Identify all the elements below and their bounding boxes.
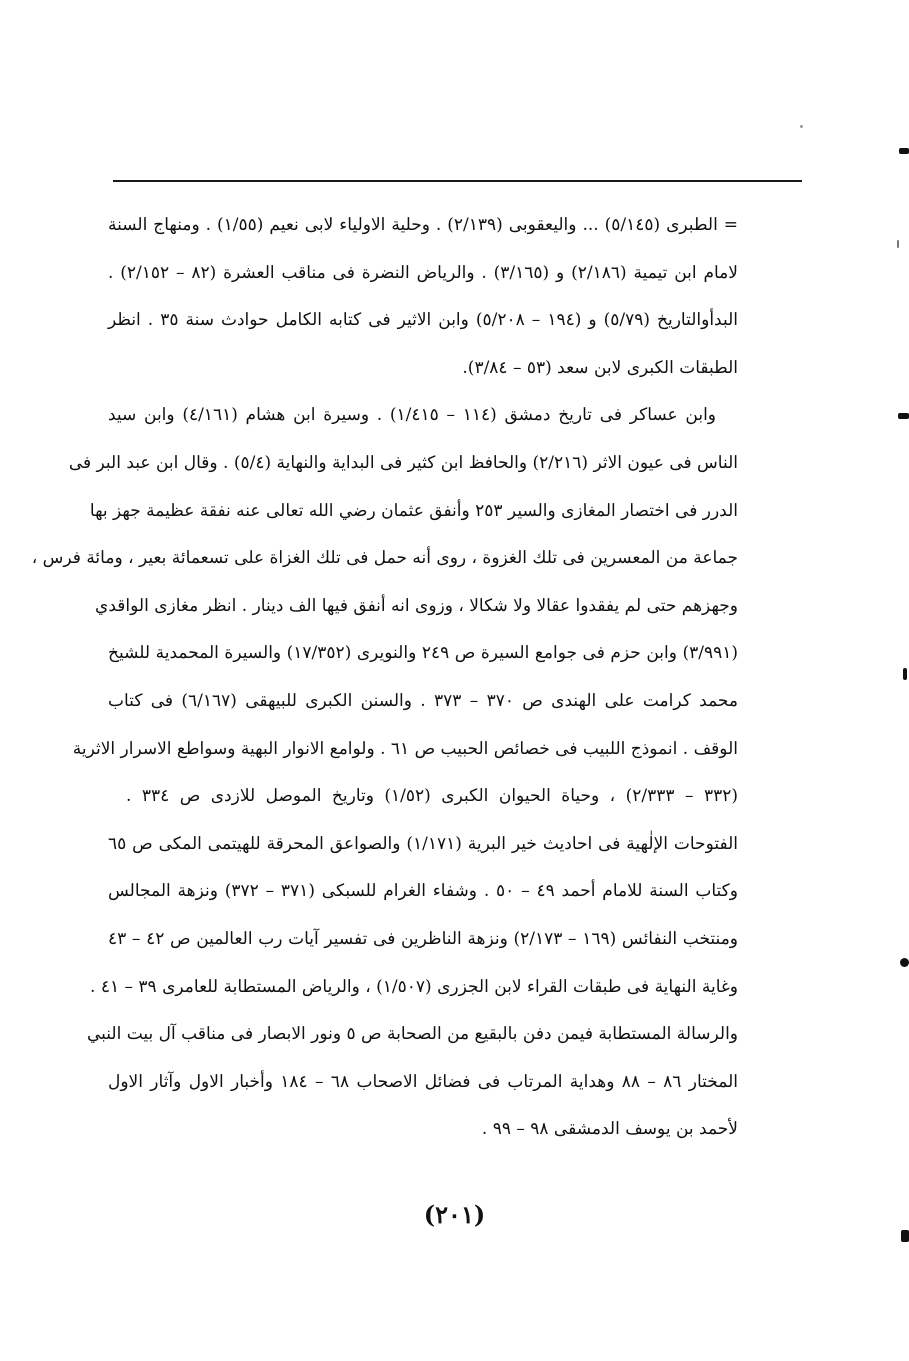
text-line: محمد كرامت على الهندى ص ٣٧٠ – ٣٧٣ . والسنن الكبرى للبيهقى (٦/١٦٧) فى كتاب bbox=[108, 690, 738, 711]
text-line: = الطبرى (٥/١٤٥) ... واليعقوبى (٢/١٣٩) . وحلية الاولياء لابى نعيم (١/٥٥) . ومنهاج السنة bbox=[108, 215, 738, 235]
margin-mark bbox=[899, 148, 909, 154]
text-line: وجهزهم حتى لم يفقدوا عقالا ولا شكالا ، وزوى انه أنفق فيها الف دينار . انظر مغازى الواقدي bbox=[95, 595, 738, 616]
text-line: وكتاب السنة للامام أحمد ٤٩ – ٥٠ . وشفاء الغرام للسبكى (٣٧١ – ٣٧٢) ونزهة المجالس bbox=[108, 881, 738, 902]
margin-mark bbox=[897, 240, 899, 248]
scan-speck bbox=[800, 125, 803, 128]
footnote-separator-rule bbox=[113, 180, 802, 182]
text-line: الطبقات الكبرى لابن سعد (٥٣ – ٣/٨٤). bbox=[462, 357, 738, 378]
text-line: جماعة من المعسرين فى تلك الغزوة ، روى أنه حمل فى تلك الغزاة على تسعمائة بعير ، ومائة فرس ، bbox=[31, 548, 738, 569]
text-line: والرسالة المستطابة فيمن دفن بالبقيع من الصحابة ص ٥ ونور الابصار فى مناقب آل بيت النبي bbox=[86, 1024, 738, 1045]
text-line: لامام ابن تيمية (٢/١٨٦) و (٣/١٦٥) . والرياض النضرة فى مناقب العشرة (٨٢ – ٢/١٥٢) . bbox=[108, 262, 738, 283]
footnote-text-block bbox=[31, 202, 739, 1154]
text-line: الوقف . انموذج اللبيب فى خصائص الحبيب ص ٦١ . ولوامع الانوار البهية وسواطع الاسرار الاثرية bbox=[72, 738, 738, 759]
text-line: (٣/٩٩١) وابن حزم فى جوامع السيرة ص ٢٤٩ والنويرى (١٧/٣٥٢) والسيرة المحمدية للشيخ bbox=[108, 643, 738, 664]
page-number: (٢٠١) bbox=[423, 1200, 486, 1229]
margin-mark bbox=[901, 1230, 909, 1242]
text-line: الدرر فى اختصار المغازى والسير ٢٥٣ وأنفق عثمان رضي الله تعالى عنه نفقة عظيمة جهز بها bbox=[89, 500, 738, 521]
text-line: ومنتخب النفائس (١٦٩ – ٢/١٧٣) ونزهة الناظرين فى تفسير آيات رب العالمين ص ٤٢ – ٤٣ bbox=[108, 928, 739, 949]
text-line: وغاية النهاية فى طبقات القراء لابن الجزرى (١/٥٠٧) ، والرياض المستطابة للعامرى ٣٩ – ٤١ . bbox=[90, 976, 738, 997]
text-line: المختار ٨٦ – ٨٨ وهداية المرتاب فى فضائل الاصحاب ٦٨ – ١٨٤ وأخبار الاول وآثار الاول bbox=[108, 1071, 738, 1092]
margin-mark bbox=[903, 668, 907, 680]
margin-mark bbox=[898, 413, 909, 419]
text-line: الناس فى عيون الاثر (٢/٢١٦) والحافظ ابن كثير فى البداية والنهاية (٥/٤) . وقال ابن عبد البر فى bbox=[68, 452, 738, 473]
text-line: وابن عساكر فى تاريخ دمشق (١١٤ – ١/٤١٥) . وسيرة ابن هشام (٤/١٦١) وابن سيد bbox=[108, 405, 717, 426]
text-line: (٣٣٢ – ٢/٣٣٣) ، وحياة الحيوان الكبرى (١/٥٢) وتاريخ الموصل للازدى ص ٣٣٤ . bbox=[126, 786, 738, 807]
text-line: لأحمد بن يوسف الدمشقى ٩٨ – ٩٩ . bbox=[481, 1119, 738, 1140]
text-line: البدأوالتاريخ (٥/٧٩) و (١٩٤ – ٥/٢٠٨) وابن الاثير فى كتابه الكامل حوادث سنة ٣٥ . انظر bbox=[108, 310, 738, 331]
text-line: الفتوحات الإلٰهية فى احاديث خير البرية (١/١٧١) والصواعق المحرقة للهيتمى المكى ص ٦٥ bbox=[108, 833, 738, 854]
margin-mark bbox=[900, 958, 909, 967]
